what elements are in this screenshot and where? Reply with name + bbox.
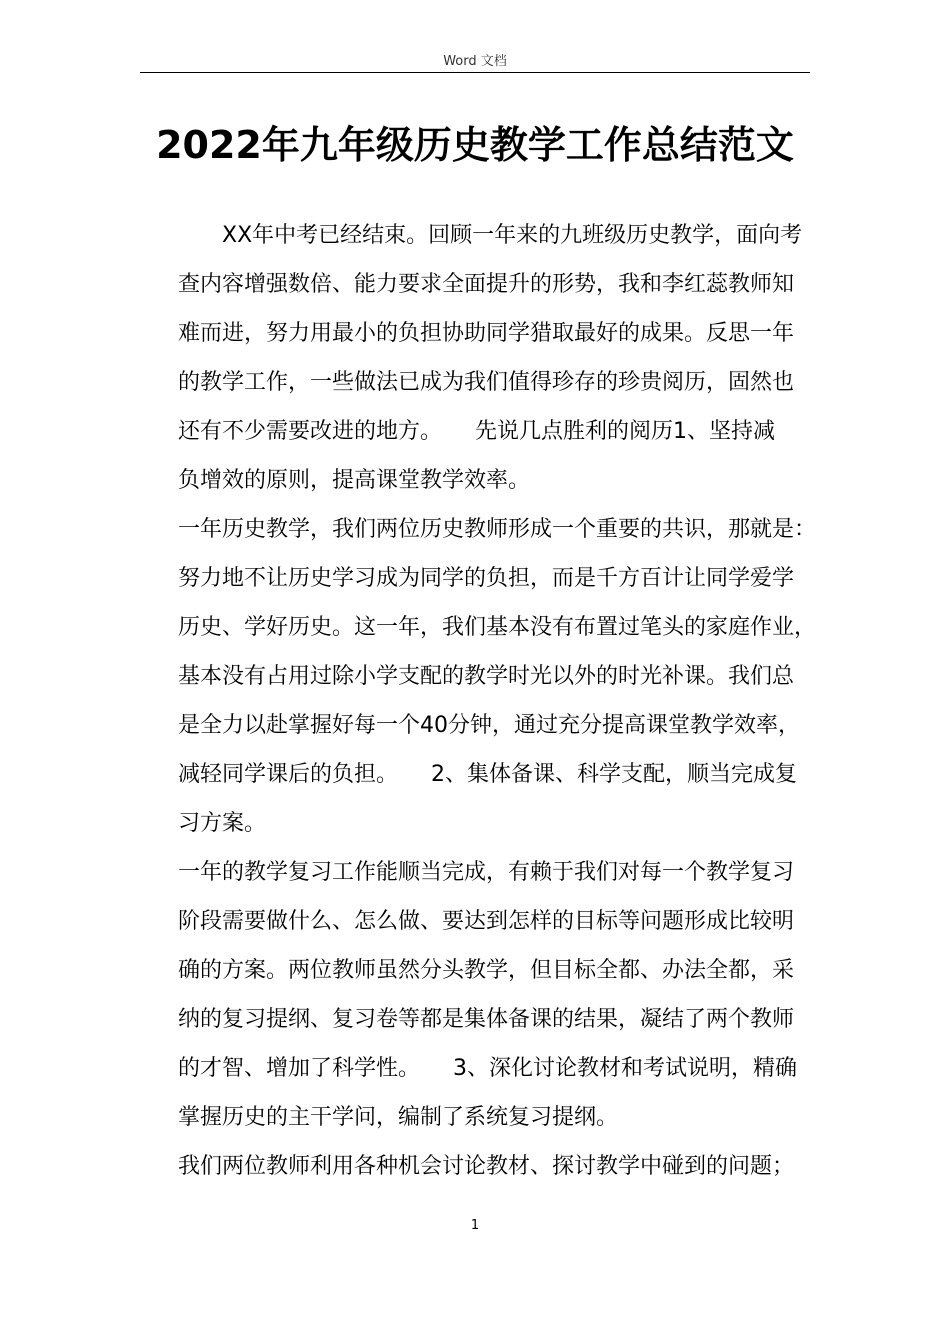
document-body [178, 211, 818, 1191]
body-line: 确的方案。两位教师虽然分头教学，但目标全都、办法全都，采 [178, 958, 795, 983]
page-number: 1 [470, 1218, 480, 1233]
body-line: 努力地不让历史学习成为同学的负担，而是千方百计让同学爱学 [178, 566, 795, 591]
body-line: 的才智、增加了科学性。 3、深化讨论教材和考试说明，精确 [178, 1056, 797, 1081]
body-line: 一年的教学复习工作能顺当完成，有赖于我们对每一个教学复习 [178, 860, 795, 885]
body-line: 习方案。 [178, 811, 267, 836]
body-line: 减轻同学课后的负担。 2、集体备课、科学支配，顺当完成复 [178, 762, 797, 787]
document-header-label: Word 文档 [443, 54, 507, 69]
body-line: 阶段需要做什么、怎么做、要达到怎样的目标等问题形成比较明 [178, 909, 795, 934]
body-line: 我们两位教师利用各种机会讨论教材、探讨教学中碰到的问题； [178, 1154, 795, 1179]
body-line: 纳的复习提纲、复习卷等都是集体备课的结果，凝结了两个教师 [178, 1007, 795, 1032]
body-line: 难而进，努力用最小的负担协助同学猎取最好的成果。反思一年 [178, 321, 795, 346]
body-line: 一年历史教学，我们两位历史教师形成一个重要的共识，那就是： [178, 517, 817, 542]
body-line: 掌握历史的主干学问，编制了系统复习提纲。 [178, 1105, 619, 1130]
body-line: 负增效的原则，提高课堂教学效率。 [178, 468, 531, 493]
body-line: 基本没有占用过除小学支配的教学时光以外的时光补课。我们总 [178, 664, 795, 689]
document-title: 2022年九年级历史教学工作总结范文 [156, 123, 794, 167]
body-line: 的教学工作，一些做法已成为我们值得珍存的珍贵阅历，固然也 [178, 370, 795, 395]
body-line: 查内容增强数倍、能力要求全面提升的形势，我和李红蕊教师知 [178, 272, 795, 297]
header-divider [140, 72, 810, 73]
body-line: 是全力以赴掌握好每一个40分钟，通过充分提高课堂教学效率， [178, 713, 800, 738]
body-line: XX年中考已经结束。回顾一年来的九班级历史教学，面向考 [178, 223, 803, 248]
body-line: 还有不少需要改进的地方。 先说几点胜利的阅历1、坚持减 [178, 419, 775, 444]
body-line: 历史、学好历史。这一年，我们基本没有布置过笔头的家庭作业， [178, 615, 817, 640]
